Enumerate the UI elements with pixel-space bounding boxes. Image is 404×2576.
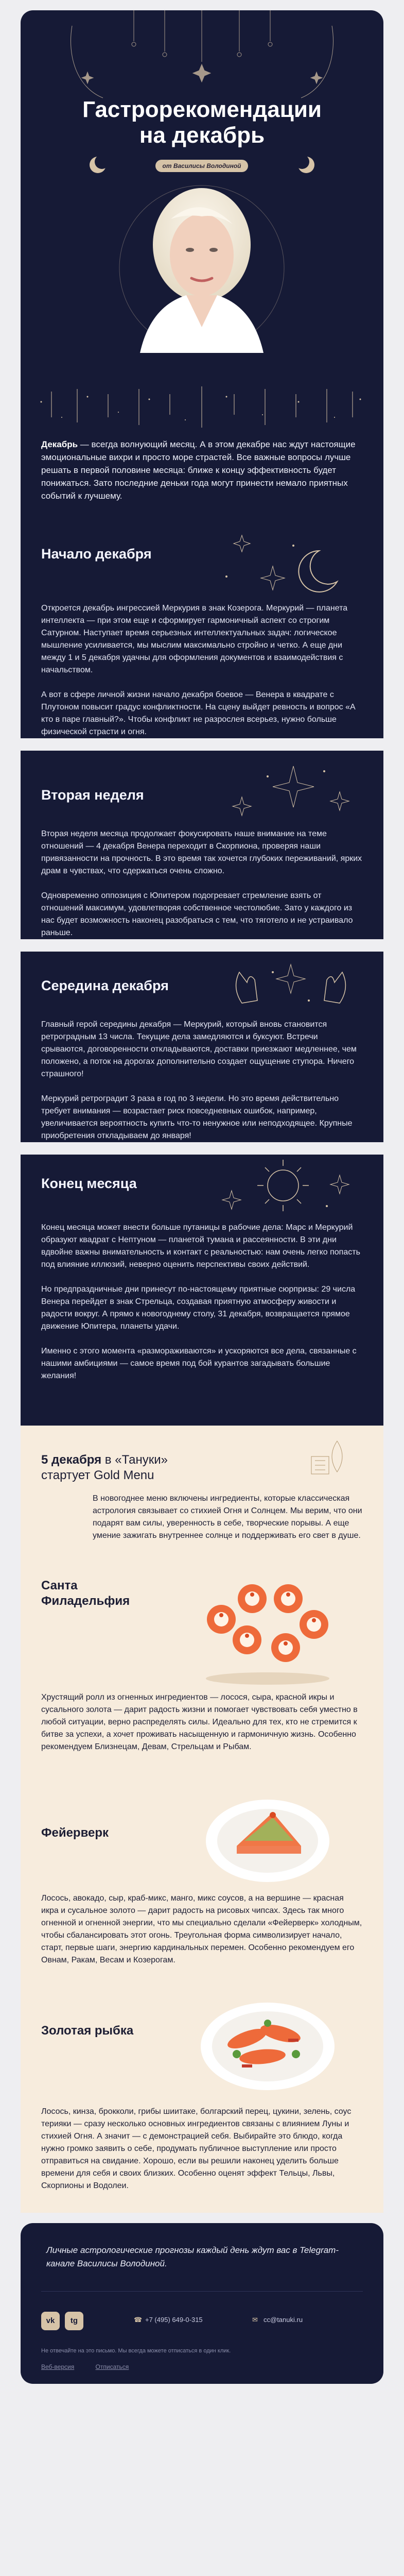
- promo-text: В новогоднее меню включены ингредиенты, которые классическая астрология связывает со стихией Огня и Солнцем. Мы верим, что они подарят вам силы, уверенность в себе, творческие порывы. А еще умение зажигать внутреннее солнце и поддерживать его свет в душе.: [93, 1494, 362, 1540]
- dish-fireworks: [21, 1769, 383, 1982]
- gold-menu-logo-icon: [309, 1436, 365, 1482]
- mail-icon: ✉: [252, 2316, 258, 2324]
- email-container: [21, 0, 383, 2384]
- astrologer-portrait: [119, 178, 284, 353]
- legal-notice: Не отвечайте на это письмо. Мы всегда можете отписаться в один клик.: [41, 2348, 231, 2354]
- section-paragraph: Откроется декабрь ингрессией Меркурия в знак Козерога. Меркурий — планета интеллекта — при этом еще и сформирует гармоничный аспект со строгим Сатурном. Наступает время серьезных интеллектуальных задач: логическое мышление усиливается, мы мыслим максимально стройно и четко. А еще дни между 1 и 5 декабря удачны для оформления документов и взаимодействия с начальством.: [41, 604, 348, 674]
- dish-description: Хрустящий ролл из огненных ингредиентов — лосося, сыра, красной икры и сусального золота — дарит радость жизни и помогает чувствовать себя уместно в любой ситуации, верно распределять силы. Идеально для тех, кто не стремится к битве за успехи, а хочет проживать насыщенную и гармоничную жизнь. Особенно рекомендуем Близнецам, Девам, Стрельцам и Рыбам.: [41, 1693, 358, 1751]
- section-paragraph: Конец месяца может внести больше путаницы в рабочие дела: Марс и Меркурий образуют квадрат с Нептуном — планетой тумана и рассеянности. В эти дни вдвойне важны внимательность и контакт с реальностью: нам очень легко попасть под влияние иллюзий, неверно оценить перспективы своих действий.: [41, 1223, 360, 1269]
- author-badge: от Василисы Володиной: [155, 160, 248, 172]
- rolls-image: [190, 1557, 345, 1686]
- promo-date: 5 декабря: [41, 1453, 102, 1467]
- section-title: Вторая неделя: [41, 787, 144, 803]
- sparkle-stars-icon: [211, 756, 365, 828]
- dish-name: Санта Филадельфия: [41, 1579, 130, 1608]
- promo-subtitle: стартует Gold Menu: [41, 1468, 154, 1482]
- section-second-week: [21, 751, 383, 939]
- golden-fish-dish-image: [190, 1982, 345, 2100]
- promo-heading: [41, 1452, 168, 1483]
- intro-bold: Декабрь: [41, 439, 78, 449]
- vk-social-icon[interactable]: vk: [41, 2312, 60, 2330]
- phone-link[interactable]: ☎ +7 (495) 649-0-315: [134, 2316, 203, 2324]
- dish-santa-philadelphia: [21, 1557, 383, 1769]
- dish-name: Золотая рыбка: [41, 2024, 134, 2038]
- section-paragraph: Одновременно оппозиция с Юпитером подогревает стремление взять от отношений максимум, удовлетворяя собственное честолюбие. Зато у каждого из нас будет возможность наконец разобраться с тем, что тяготело и не устраивало раньше.: [41, 891, 353, 937]
- dish-name: Фейерверк: [41, 1826, 109, 1840]
- intro-text: [21, 438, 383, 525]
- section-end-of-month: [21, 1155, 383, 1405]
- section-title: Начало декабря: [41, 546, 152, 562]
- starfield-icon: [21, 381, 383, 438]
- telegram-note: Личные астрологические прогнозы каждый день ждут вас в Telegram-канале Василисы Володиной.: [21, 2223, 383, 2291]
- promo-place: в «Тануки»: [101, 1453, 168, 1467]
- dish-description: Лосось, авокадо, сыр, краб-микс, манго, микс соусов, а на вершине — красная икра и сусальное золото — дарит радость на рисовых чипсах. Здесь так много огненной и огненной энергии, что мы специально сделали «Фейерверк» холодным, чтобы сбалансировать этот огонь. Треугольная форма символизирует начало, старт, первые шаги, энергию кардинальных перемен. Особенно рекомендуем его Овнам, Ракам, Весам и Козерогам.: [41, 1894, 362, 1964]
- unsubscribe-link[interactable]: Отписаться: [95, 2363, 129, 2370]
- intro-body: — всегда волнующий месяц. А в этом декабре нас ждут настоящие эмоциональные вихри и просто море страстей. Все важные вопросы лучше решать в первой половине месяца: ближе к концу эффективность будет понижаться. Зато последние деньки года могут принести немало приятных событий к лучшему.: [41, 439, 356, 501]
- footer-links: [41, 2363, 148, 2370]
- section-paragraph: Именно с этого момента «размораживаются» и ускоряются все дела, связанные с нашими амбициями — самое время под бой курантов загадывать большие желания!: [41, 1347, 357, 1380]
- hero-title: Гастрорекомендации на декабрь: [82, 97, 322, 148]
- section-paragraph: Меркурий ретроградит 3 раза в год по 3 недели. Но это время действительно требует внимания — возрастает риск повседневных ошибок, например, увеличивается вероятность купить что-то ненужное или неподходящее. Крупные приобретения откладываем до января!: [41, 1094, 353, 1140]
- phone-icon: ☎: [134, 2316, 143, 2324]
- section-start-of-month: [21, 525, 383, 738]
- dish-golden-fish: [21, 1982, 383, 2192]
- web-version-link[interactable]: Веб-версия: [41, 2363, 75, 2370]
- section-paragraph: А вот в сфере личной жизни начало декабря боевое — Венера в квадрате с Плутоном повысит градус конфликтности. На сцену выйдет ревность и вопрос «А кто в паре главный?». Чтобы конфликт не разрослея всерьез, нужно больше физической страсти и огня.: [41, 690, 356, 736]
- hands-star-icon: [211, 952, 371, 1019]
- moon-stars-icon: [206, 525, 360, 602]
- section-mid-month: [21, 952, 383, 1142]
- telegram-social-icon[interactable]: tg: [65, 2312, 83, 2330]
- fireworks-dish-image: [196, 1769, 340, 1887]
- section-paragraph: Главный герой середины декабря — Меркурий, который вновь становится ретроградным 13 числа. Текущие дела замедляются и буксуют. Встречи срываются, договоренности откладываются, доставки приезжают медленнее, чем положено, а поток на дорогах дополнительно создает ощущение ступора. Ничего страшного!: [41, 1020, 357, 1078]
- section-paragraph: Но предпраздничные дни принесут по-настоящему приятные сюрпризы: 29 числа Венера перейдет в знак Стрельца, создавая приятную атмосферу живости и радости вокруг. А прямо к новогоднему столу, 31 декабря, возвращается прямое движение Юпитера, планеты удачи.: [41, 1285, 356, 1331]
- section-title: Середина декабря: [41, 978, 169, 993]
- dish-description: Лосось, кинза, брокколи, грибы шиитаке, болгарский перец, цукини, зелень, соус терияки — сразу несколько основных ингредиентов связаны с влиянием Луны и стихией Огня. А значит — с демонстрацией себя. Выбирайте это блюдо, когда нужно громко заявить о себе, продумать публичное выступление или просто отправиться на свидание. Хорошо, если вы решили наконец уделить больше времени для себя и своих близких. Особенно оценят эффект Тельцы, Львы, Скорпионы и Водолеи.: [41, 2107, 352, 2190]
- gold-menu-promo: [21, 1426, 383, 2213]
- starfield-divider: [21, 381, 383, 438]
- sun-face-icon: [196, 1155, 371, 1222]
- email-footer: [21, 2291, 383, 2384]
- section-paragraph: Вторая неделя месяца продолжает фокусировать наше внимание на теме отношений — 4 декабря Венера переходит в Скорпиона, проверяя наши привязанности на прочность. В это время так хочется глубоких переживаний, ярких драм в чувствах, что сдержаться очень сложно.: [41, 829, 362, 875]
- spacer: [21, 1405, 383, 1426]
- email-link[interactable]: ✉ cc@tanuki.ru: [252, 2316, 303, 2324]
- section-title: Конец месяца: [41, 1176, 137, 1191]
- hero-banner: [21, 10, 383, 381]
